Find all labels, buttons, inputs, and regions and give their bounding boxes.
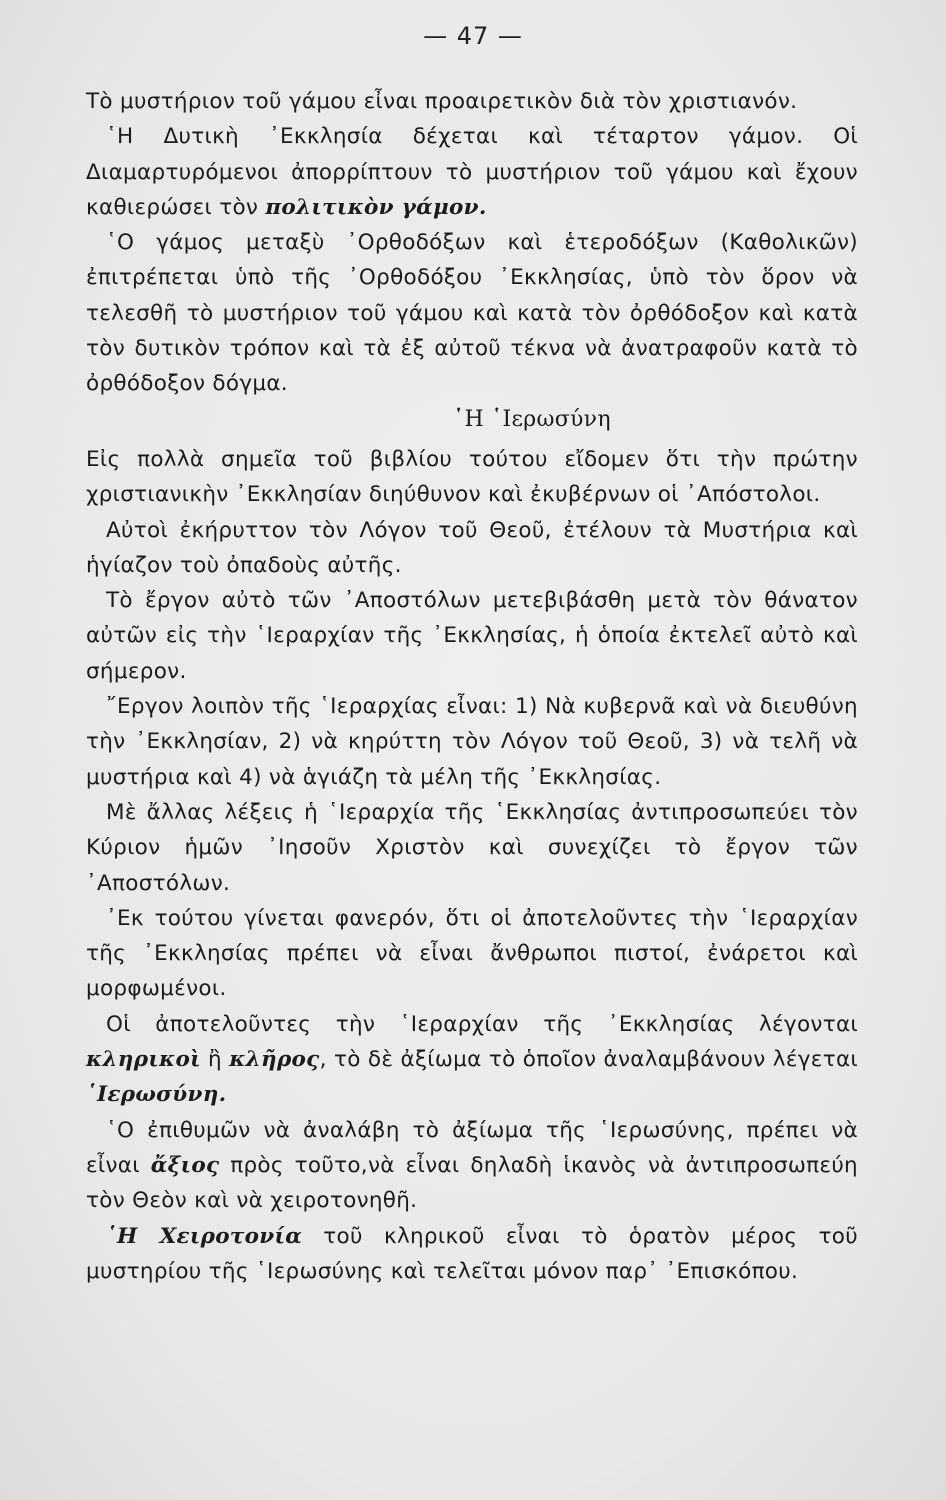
emphasis-text: κλῆρος bbox=[229, 1047, 320, 1073]
paragraph-text: Μὲ ἄλλας λέξεις ἡ ῾Ιεραρχία τῆς ῾Εκκλησίας ἀντιπροσωπεύει τὸν Κύριον ἡμῶν ᾿Ιησοῦν Χριστὸν καὶ συνεχίζει τὸ ἔργον τῶν ᾿Αποστόλων. bbox=[86, 799, 858, 896]
paragraph bbox=[86, 119, 858, 225]
paragraph-text: , τὸ δὲ ἀξίωμα τὸ ὁποῖον ἀναλαμβάνουν λέγεται bbox=[319, 1047, 858, 1073]
paragraph bbox=[86, 442, 858, 513]
paragraph-text: τοῦ κληρικοῦ εἶναι τὸ ὁρατὸν μέρος τοῦ μυστηρίου τῆς ῾Ιερωσύνης καὶ τελεῖται μόνον παρ᾿ ᾿Επισκόπου. bbox=[86, 1223, 858, 1284]
paragraph bbox=[86, 689, 858, 795]
emphasis-text: ῾Η Χειροτονία bbox=[106, 1223, 303, 1249]
emphasis-text: πολιτικὸν γάμον. bbox=[265, 194, 487, 220]
paragraph bbox=[86, 84, 858, 119]
paragraph-text: Αὐτοὶ ἐκήρυττον τὸν Λόγον τοῦ Θεοῦ, ἐτέλουν τὰ Μυστήρια καὶ ἡγίαζον τοὺ ὀπαδοὺς αὐτῆς. bbox=[86, 517, 858, 578]
paragraph-text: ῾Η Δυτικὴ ᾿Εκκλησία δέχεται καὶ τέταρτον γάμον. Οἱ Διαμαρτυρόμενοι ἀπορρίπτουν τὸ μυστήριον τοῦ γάμου καὶ ἔχουν καθιερώσει τὸν bbox=[86, 124, 858, 220]
paragraph-text: Εἰς πολλὰ σημεῖα τοῦ βιβλίου τούτου εἴδομεν ὅτι τὴν πρώτην χριστιανικὴν ᾿Εκκλησίαν διηύθυνον καὶ ἐκυβέρνων οἱ ᾿Απόστολοι. bbox=[86, 446, 858, 508]
paragraph bbox=[86, 513, 858, 584]
paragraph-text: ῾Ο ἐπιθυμῶν νὰ ἀναλάβη τὸ ἀξίωμα τῆς ῾Ιερωσύνης, πρέπει νὰ εἶναι bbox=[86, 1117, 858, 1178]
paragraph-text: ῾Ο γάμος μεταξὺ ᾿Ορθοδόξων καὶ ἑτεροδόξων (Καθολικῶν) ἐπιτρέπεται ὑπὸ τῆς ᾿Ορθοδόξου ᾿Εκκλησίας, ὑπὸ τὸν ὅρον νὰ τελεσθῆ τὸ μυστήριον τοῦ γάμου καὶ κατὰ τὸν ὀρθόδοξον καὶ κατὰ τὸν δυτικὸν τρόπον καὶ τὰ ἐξ αὐτοῦ τέκνα νὰ ἀνατραφοῦν κατὰ τὸ ὀρθόδοξον δόγμα. bbox=[86, 230, 858, 397]
paragraph bbox=[86, 901, 858, 1007]
paragraph-text: πρὸς τοῦτο,νὰ εἶναι δηλαδὴ ἱκανὸς νὰ ἀντιπροσωπεύη τὸν Θεὸν καὶ νὰ χειροτονηθῆ. bbox=[86, 1152, 858, 1214]
paragraph-text: ῎Εργον λοιπὸν τῆς ῾Ιεραρχίας εἶναι: 1) Νὰ κυβερνᾶ καὶ νὰ διευθύνη τὴν ᾿Εκκλησίαν, 2) νὰ κηρύττη τὸν Λόγον τοῦ Θεοῦ, 3) νὰ τελῆ νὰ μυστήρια καὶ 4) νὰ ἁγιάζη τὰ μέλη τῆς ᾿Εκκλησίας. bbox=[86, 694, 858, 790]
body-text bbox=[86, 84, 858, 1289]
page-number: — 47 — bbox=[423, 22, 523, 50]
paragraph bbox=[86, 225, 858, 401]
paragraph-text: Τὸ μυστήριον τοῦ γάμου εἶναι προαιρετικὸν διὰ τὸν χριστιανόν. bbox=[86, 89, 798, 114]
paragraph-text: Τὸ ἔργον αὐτὸ τῶν ᾿Αποστόλων μετεβιβάσθη μετὰ τὸν θάνατον αὐτῶν εἰς τὴν ῾Ιεραρχίαν τῆς ᾿Εκκλησίας, ἡ ὁποία ἐκτελεῖ αὐτὸ καὶ σήμερον. bbox=[86, 588, 858, 684]
paragraph bbox=[86, 1007, 858, 1113]
emphasis-text: κληρικοὶ bbox=[86, 1047, 201, 1073]
paragraph-text: ἢ bbox=[200, 1047, 230, 1073]
section-heading: ῾Η ῾Ιερωσύνη bbox=[453, 406, 611, 432]
paragraph bbox=[86, 1219, 858, 1290]
paragraph bbox=[86, 795, 858, 901]
paragraph-text: ᾿Εκ τούτου γίνεται φανερόν, ὅτι οἱ ἀποτελοῦντες τὴν ῾Ιεραρχίαν τῆς ᾿Εκκλησίας πρέπει νὰ εἶναι ἄνθρωποι πιστοί, ἐνάρετοι καὶ μορφωμένοι. bbox=[86, 905, 858, 1002]
emphasis-text: ῾Ιερωσύνη. bbox=[86, 1082, 227, 1108]
paragraph-text: Οἱ ἀποτελοῦντες τὴν ῾Ιεραρχίαν τῆς ᾿Εκκλησίας λέγονται bbox=[106, 1011, 858, 1037]
paragraph bbox=[86, 1113, 858, 1219]
emphasis-text: ἄξιος bbox=[150, 1152, 220, 1178]
paragraph bbox=[86, 583, 858, 689]
